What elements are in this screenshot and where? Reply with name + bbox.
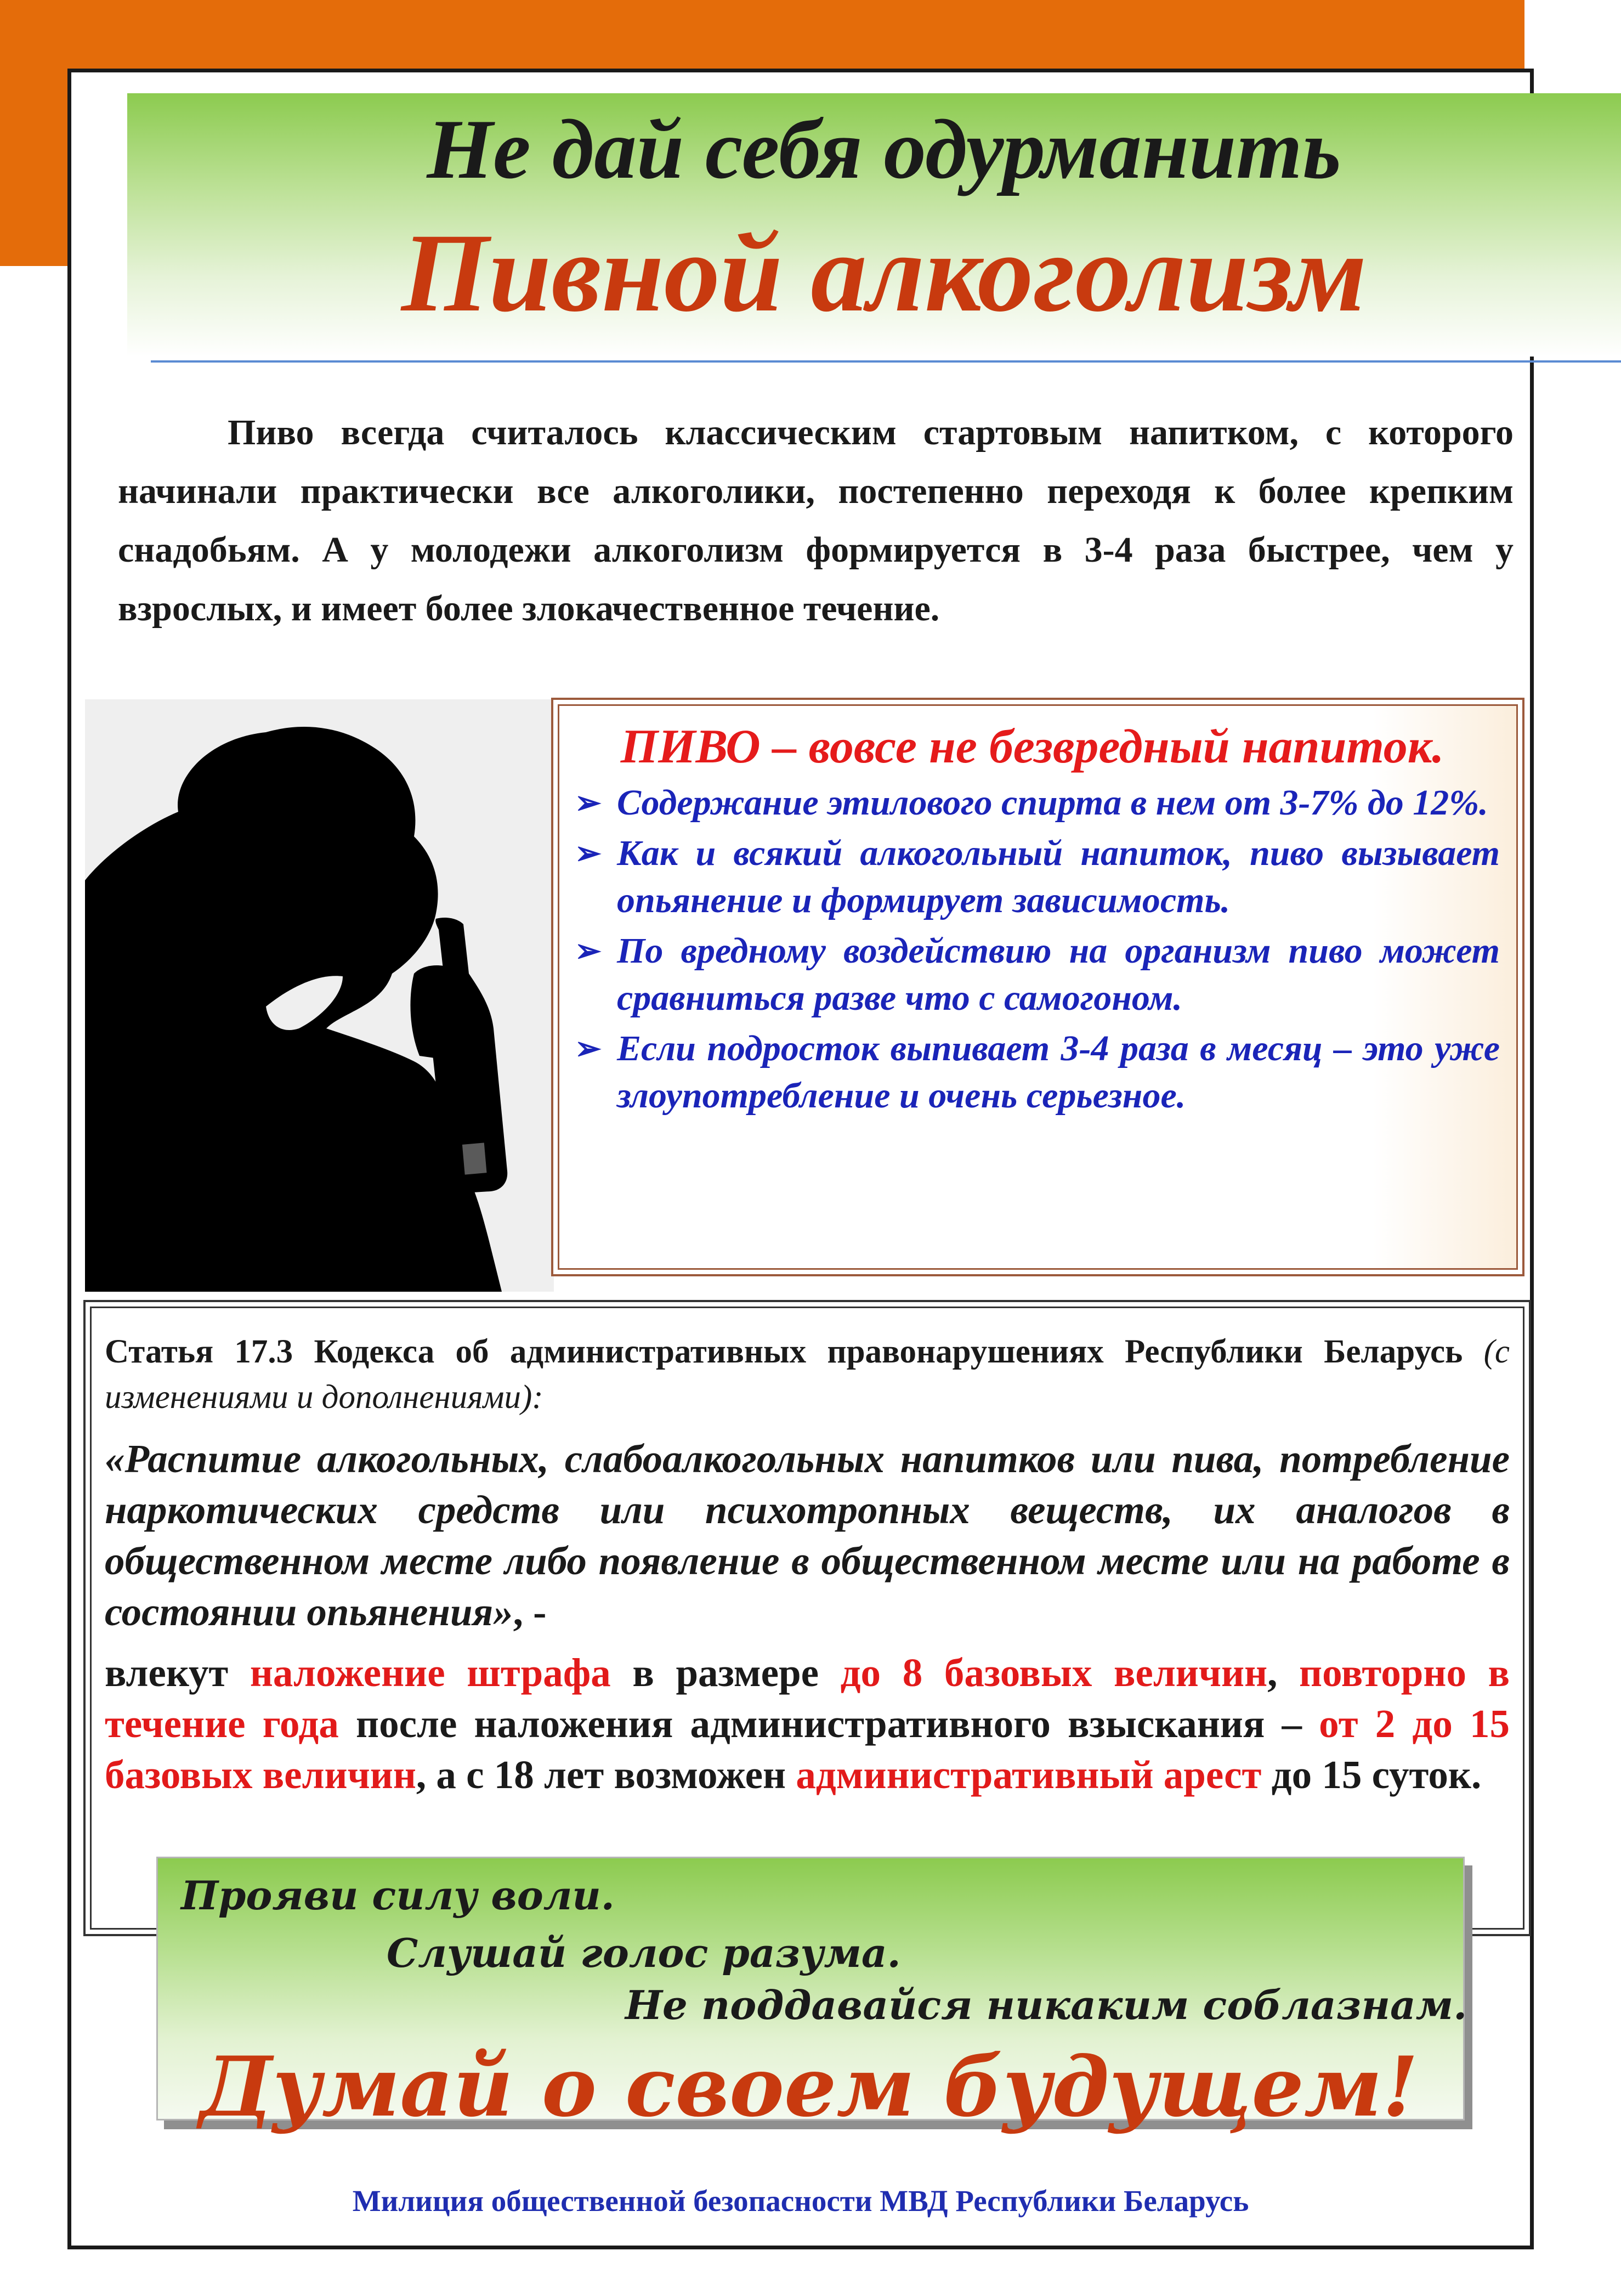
title-divider <box>151 360 1621 363</box>
intro-paragraph: Пиво всегда считалось классическим стартовым напитком, с которого начинали практически все алкоголики, постепенно переходя к более крепким снадобьям. А у молодежи алкоголизм формируется в 3-4 раза быстрее, чем у взрослых, и имеет более злокачественное течение. <box>118 412 1514 629</box>
list-item <box>565 779 1500 827</box>
penalty-highlight: до 8 базовых величин <box>840 1650 1268 1695</box>
arrowhead-bullet-icon: ➢ <box>575 933 602 969</box>
list-item-text: Если подросток выпивает 3-4 раза в месяц – это уже злоупотребление и очень серьезное. <box>617 1028 1500 1116</box>
slogan-line-3: Не поддавайся никаким соблазнам. <box>625 1982 1467 2028</box>
beer-facts-heading: ПИВО – вовсе не безвредный напиток. <box>620 720 1444 773</box>
penalty-highlight: административный арест <box>796 1752 1262 1797</box>
law-quote <box>105 1433 1510 1637</box>
law-article-header <box>105 1329 1510 1420</box>
law-penalty <box>105 1647 1510 1800</box>
slogan-line-1: Прояви силу воли. <box>181 1872 615 1919</box>
law-quote-text: «Распитие алкогольных, слабоалкогольных напитков или пива, потребление наркотических средств или психотропных веществ, их аналогов в общественном месте либо появление в общественном месте или на работе в состоянии опьянения» <box>105 1437 1510 1634</box>
list-item <box>565 928 1500 1022</box>
law-article-title: Статья 17.3 Кодекса об административных правонарушениях Республики Беларусь <box>105 1333 1484 1370</box>
law-article-box <box>83 1300 1531 1936</box>
slogan-headline: Думай о своем будущем! <box>199 2039 1419 2135</box>
footer-credit: Милиция общественной безопасности МВД Республики Беларусь <box>352 2184 1249 2218</box>
list-item-text: Как и всякий алкогольный напиток, пиво вызывает опьянение и формирует зависимость. <box>617 833 1500 920</box>
arrowhead-bullet-icon: ➢ <box>575 785 602 821</box>
penalty-highlight: от 2 до 15 базовых величин <box>105 1701 1510 1797</box>
law-article-note: (с изменениями и дополнениями): <box>105 1333 1510 1416</box>
slogan-line-2: Слушай голос разума. <box>387 1930 901 1976</box>
penalty-text: , <box>1267 1650 1300 1695</box>
beer-facts-list <box>565 779 1500 1119</box>
drinking-man-silhouette-image <box>85 699 554 1292</box>
list-item-text: По вредному воздействию на организм пиво может сравниться разве что с самогоном. <box>617 931 1500 1018</box>
title-line-1: Не дай себя одурманить <box>427 102 1341 196</box>
penalty-text: до 15 суток. <box>1261 1752 1482 1797</box>
penalty-highlight: наложение штрафа <box>250 1650 611 1695</box>
list-item <box>565 830 1500 924</box>
penalty-text: , а с 18 лет возможен <box>416 1752 796 1797</box>
list-item <box>565 1025 1500 1119</box>
arrowhead-bullet-icon: ➢ <box>575 835 602 871</box>
penalty-text: после наложения административного взыскания – <box>338 1701 1319 1746</box>
penalty-text: в размере <box>610 1650 841 1695</box>
main-title: Пивной алкоголизм <box>401 211 1367 335</box>
list-item-text: Содержание этилового спирта в нем от 3-7% до 12%. <box>617 783 1488 823</box>
beer-facts-box <box>551 698 1524 1276</box>
arrowhead-bullet-icon: ➢ <box>575 1031 602 1066</box>
penalty-text: влекут <box>105 1650 250 1695</box>
law-quote-tail: , - <box>513 1590 547 1634</box>
penalty-highlight: повторно в течение года <box>105 1650 1510 1746</box>
